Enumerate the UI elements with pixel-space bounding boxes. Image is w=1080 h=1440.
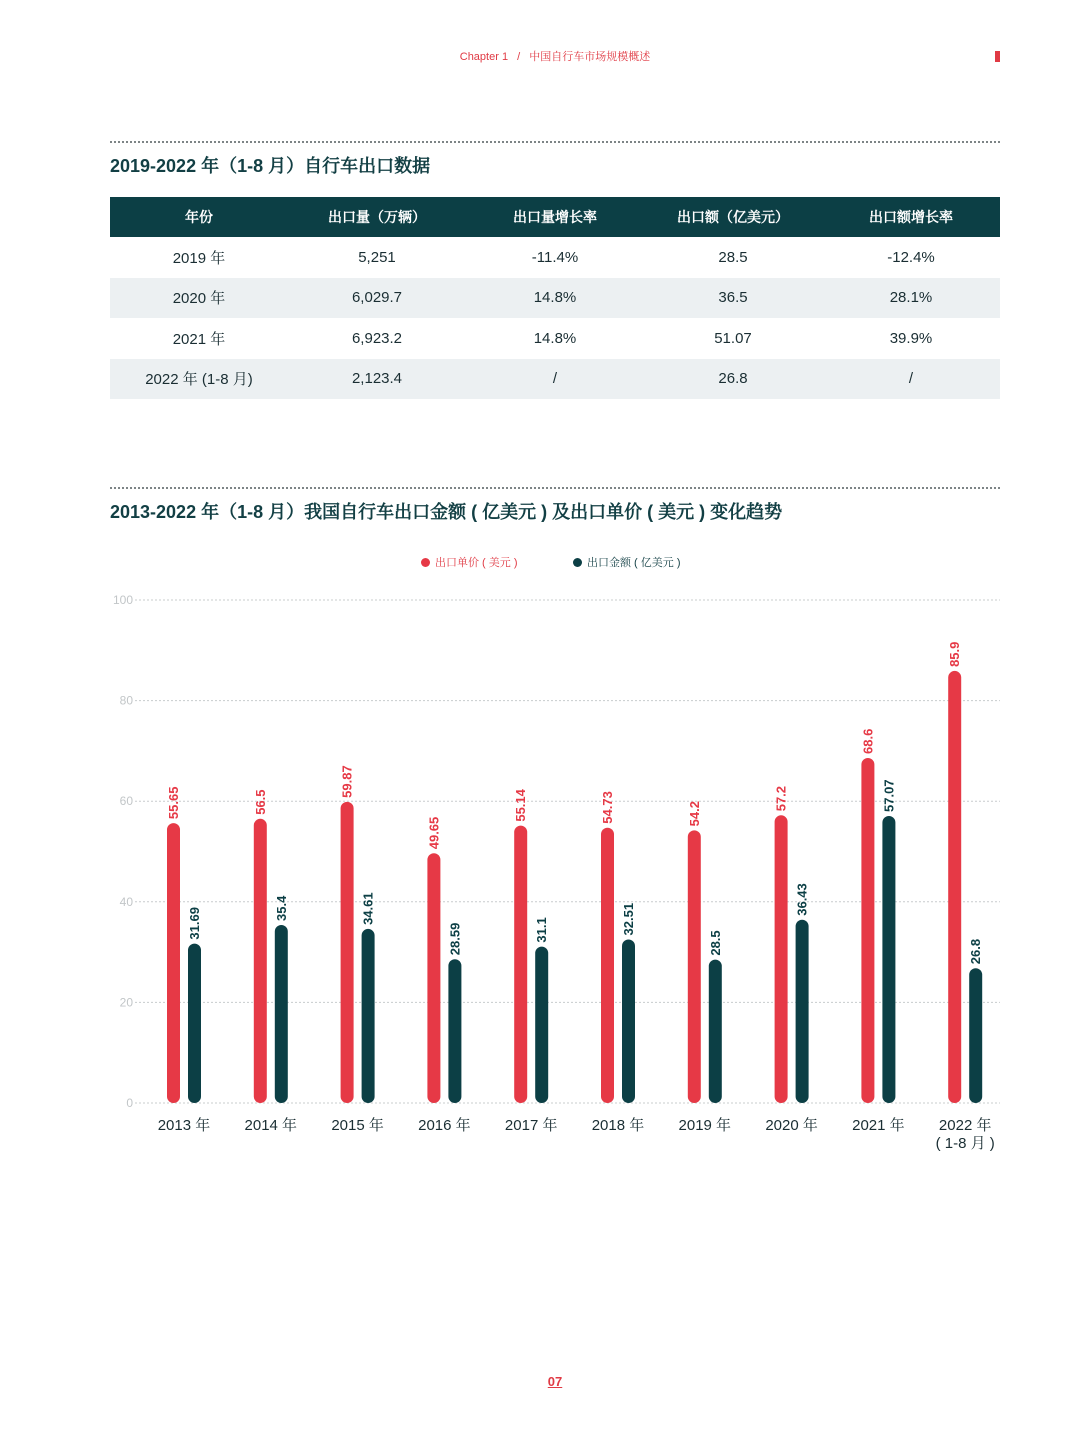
bar-export-value	[622, 939, 635, 1103]
y-tick-label: 40	[119, 894, 133, 909]
table-cell: 26.8	[644, 359, 822, 400]
table-cell: 2019 年	[172, 249, 226, 267]
table-row	[110, 318, 1000, 359]
bar-export-value	[969, 968, 982, 1103]
header-chapter: Chapter 1	[459, 51, 509, 63]
bar-export-value	[535, 947, 548, 1103]
x-tick-label: 2014 年	[244, 1117, 298, 1134]
bar-export-value	[709, 960, 722, 1103]
col-header-volume-growth: 出口量增长率	[466, 197, 644, 237]
data-label: 59.87	[339, 765, 355, 798]
x-tick-label: 2019 年	[678, 1117, 732, 1134]
table-row	[110, 237, 1000, 278]
table-cell: 2021 年	[172, 330, 226, 348]
data-label: 54.2	[686, 801, 702, 827]
header-mark	[995, 51, 1000, 62]
x-tick-label: 2013 年	[157, 1117, 211, 1134]
bar-export-value	[882, 816, 895, 1103]
bar-unit-price	[688, 830, 701, 1103]
table-title: 2019-2022 年（1-8 月）自行车出口数据	[110, 156, 431, 176]
table-cell: 6,923.2	[351, 329, 403, 347]
x-tick-label: 2016 年	[418, 1117, 471, 1134]
table-cell: 36.5	[644, 278, 822, 319]
bar-unit-price	[601, 828, 614, 1103]
divider-top	[110, 141, 1000, 143]
table-cell: -12.4%	[887, 248, 935, 266]
x-tick-label: 2018 年	[591, 1117, 645, 1134]
col-header-value-growth: 出口额增长率	[822, 197, 1000, 237]
header-separator: /	[517, 51, 521, 63]
legend-item-export-value	[573, 554, 681, 570]
bar-unit-price	[775, 815, 788, 1103]
data-label: 34.61	[360, 892, 376, 925]
data-label: 32.51	[621, 902, 636, 936]
data-label: 31.69	[187, 907, 202, 940]
data-label: 55.14	[513, 789, 529, 822]
y-tick-label: 100	[112, 593, 133, 607]
col-header-value: 出口额（亿美元）	[644, 197, 822, 237]
table-cell: /	[822, 359, 1000, 400]
bar-export-value	[362, 929, 375, 1103]
bar-export-value	[188, 944, 201, 1103]
data-label: 56.5	[252, 789, 268, 815]
header-section: 中国自行车市场规模概述	[529, 51, 651, 63]
data-label: 68.6	[860, 728, 876, 754]
bar-unit-price	[861, 758, 874, 1103]
legend-dot-red-icon	[421, 558, 430, 567]
legend-dot-dark-icon	[573, 558, 582, 567]
table-cell: -11.4%	[531, 248, 579, 266]
col-header-volume: 出口量（万辆）	[288, 197, 466, 237]
x-tick-label: 2017 年	[504, 1117, 558, 1134]
legend-label-unit-price: 出口单价 ( 美元 )	[435, 557, 518, 569]
data-label: 54.73	[600, 791, 615, 824]
y-tick-label: 20	[119, 995, 133, 1010]
x-tick-label: 2021 年	[852, 1117, 905, 1134]
table-row	[110, 359, 1000, 400]
legend-label-export-value: 出口金额 ( 亿美元 )	[587, 557, 681, 569]
divider-chart	[110, 487, 1000, 489]
data-label: 49.65	[426, 816, 442, 850]
data-label: 31.1	[534, 917, 550, 943]
bar-unit-price	[341, 802, 354, 1103]
bar-unit-price	[254, 819, 267, 1103]
page-number: 07	[547, 1374, 563, 1389]
col-header-year: 年份	[110, 197, 288, 237]
data-label: 28.59	[447, 922, 463, 956]
y-tick-label: 60	[119, 794, 133, 809]
table-header-row	[110, 197, 1000, 237]
x-tick-label: 2020 年	[765, 1117, 818, 1134]
data-label: 85.9	[947, 641, 963, 667]
x-tick-label: ( 1-8 月 )	[935, 1135, 995, 1152]
bar-export-value	[796, 920, 809, 1103]
data-label: 26.8	[968, 938, 984, 965]
table-cell: 28.5	[718, 248, 748, 266]
table-cell: 6,029.7	[288, 278, 466, 319]
chart-legend	[0, 554, 1080, 570]
data-label: 57.07	[881, 779, 897, 812]
y-tick-label: 0	[126, 1096, 133, 1110]
table-cell: 2022 年 (1-8 月)	[110, 359, 288, 400]
chart-title: 2013-2022 年（1-8 月）我国自行车出口金额 ( 亿美元 ) 及出口单价 ( 美元 ) 变化趋势	[110, 502, 783, 522]
bar-unit-price	[514, 826, 527, 1103]
bar-export-value	[448, 959, 461, 1103]
y-tick-label: 80	[119, 693, 133, 708]
table-cell: 14.8%	[466, 278, 644, 319]
table-cell: 5,251	[358, 248, 396, 266]
table-cell: 2,123.4	[288, 359, 466, 400]
table-cell: 51.07	[714, 329, 752, 347]
bar-unit-price	[167, 823, 180, 1103]
x-tick-label: 2015 年	[331, 1117, 384, 1134]
legend-item-unit-price	[421, 554, 518, 570]
table-cell: 28.1%	[822, 278, 1000, 319]
data-label: 36.43	[794, 883, 810, 916]
export-data-table	[110, 197, 1000, 399]
bar-unit-price	[948, 671, 961, 1103]
data-label: 57.2	[773, 785, 789, 812]
data-label: 55.65	[166, 786, 181, 820]
x-tick-label: 2022 年	[938, 1117, 992, 1134]
table-cell: 14.8%	[533, 329, 577, 347]
bar-chart	[100, 580, 1020, 1170]
table-cell: 39.9%	[889, 329, 933, 347]
data-label: 35.4	[273, 895, 289, 921]
table-cell: /	[466, 359, 644, 400]
table-row	[110, 278, 1000, 319]
bar-export-value	[275, 925, 288, 1103]
table-cell: 2020 年	[110, 278, 288, 319]
data-label: 28.5	[707, 930, 723, 956]
bar-unit-price	[427, 853, 440, 1103]
page-header	[0, 48, 1080, 64]
